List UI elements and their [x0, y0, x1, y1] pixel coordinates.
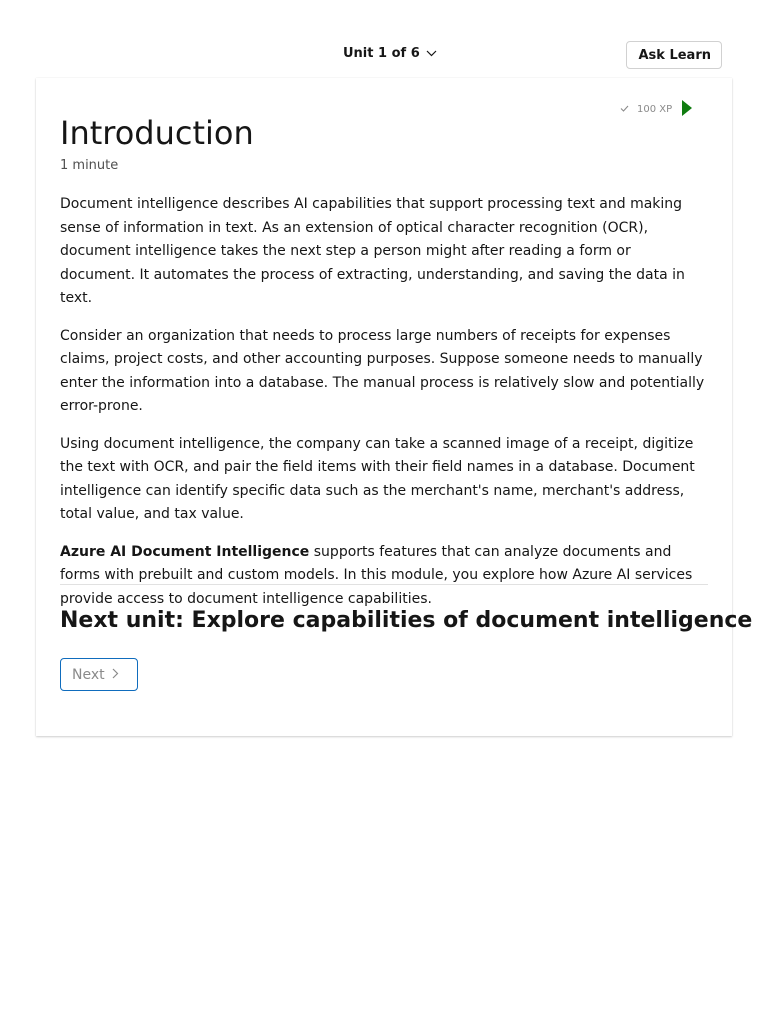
check-icon	[620, 104, 629, 115]
chevron-right-icon	[112, 667, 119, 683]
unit-selector[interactable]	[343, 46, 437, 61]
unit-selector-label: Unit 1 of 6	[343, 46, 420, 61]
chevron-down-icon	[426, 46, 437, 61]
duration-label: 1 minute	[60, 158, 119, 173]
page-title: Introduction	[60, 114, 254, 152]
unit-content-card	[36, 78, 753, 736]
paragraph: Document intelligence describes AI capabilities that support processing text and making sense of information in text. As an extension of optical character recognition (OCR), document intelligence takes the next step a person might after reading a form or document. It automates the process of extracting, understanding, and saving the data in text.	[60, 196, 685, 306]
paragraph-text: supports features that can analyze documents and forms with prebuilt and custom models. In this module, you explore how Azure AI services provide access to document intelligence capabilities.	[60, 543, 693, 607]
paragraph	[60, 541, 708, 612]
xp-label: 100 XP	[637, 104, 673, 115]
ask-learn-button[interactable]	[626, 41, 722, 69]
next-button-label: Next	[72, 666, 105, 683]
next-button[interactable]	[60, 658, 138, 691]
ask-learn-label: Ask Learn	[638, 47, 711, 63]
play-icon	[682, 100, 692, 119]
top-bar	[0, 0, 768, 78]
next-unit-heading: Next unit: Explore capabilities of document intelligence	[60, 608, 753, 633]
product-name: Azure AI Document Intelligence	[60, 543, 310, 560]
divider	[60, 584, 708, 585]
xp-indicator	[620, 100, 692, 119]
paragraph: Using document intelligence, the company can take a scanned image of a receipt, digitize the text with OCR, and pair the field items with their field names in a database. Document intelligence can identify specific data such as the merchant's name, merchant's address, total value, and tax value.	[60, 435, 695, 522]
paragraph: Consider an organization that needs to process large numbers of receipts for expenses claims, project costs, and other accounting purposes. Suppose someone needs to manually enter the information into a database. The manual process is relatively slow and potentially error-prone.	[60, 327, 705, 414]
unit-body	[60, 193, 708, 625]
